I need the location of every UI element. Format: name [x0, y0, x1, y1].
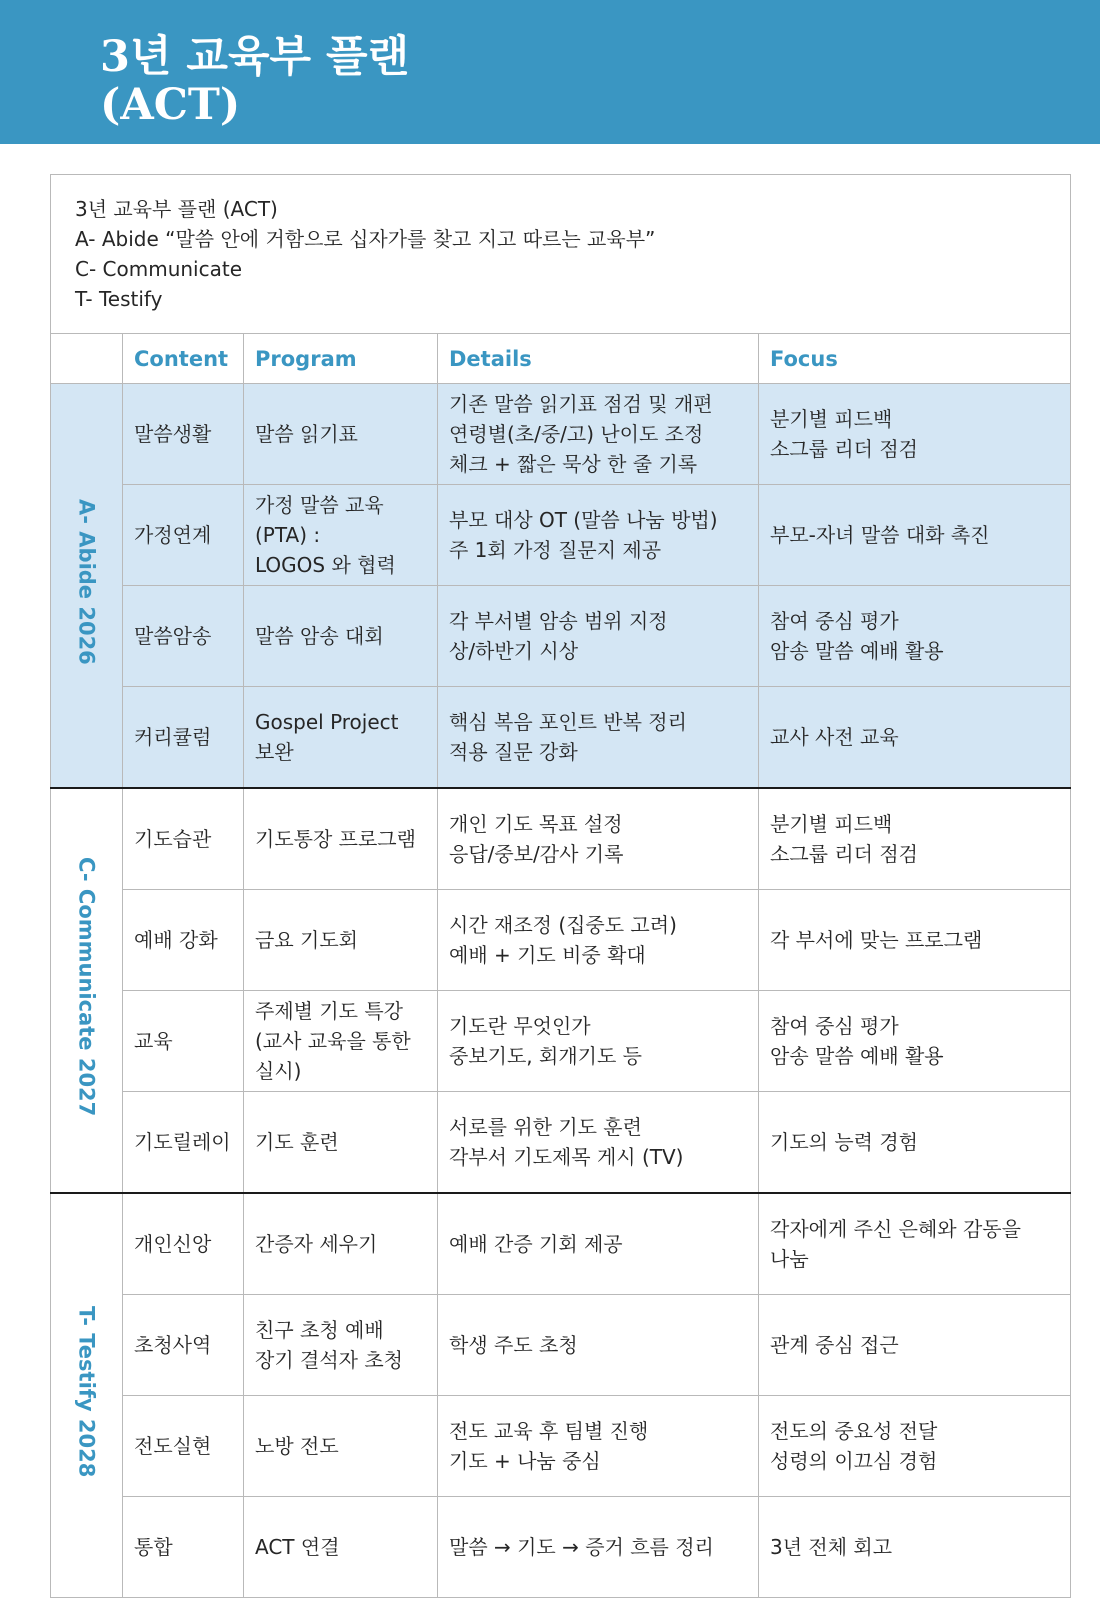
focus-cell — [759, 788, 1071, 890]
focus-cell — [759, 991, 1071, 1092]
focus-line: 기도의 능력 경험 — [770, 1130, 918, 1154]
details-line: 개인 기도 목표 설정 — [449, 812, 623, 836]
details-line: 각부서 기도제목 게시 (TV) — [449, 1145, 684, 1169]
focus-cell — [759, 384, 1071, 485]
intro-title: 3년 교육부 플랜 (ACT) — [75, 197, 278, 221]
details-line: 기도란 무엇인가 — [449, 1014, 591, 1038]
content-cell: 개인신앙 — [123, 1193, 244, 1295]
table-row — [51, 1193, 1071, 1295]
section-label — [51, 1193, 123, 1598]
column-header-row — [51, 334, 1071, 384]
content-cell: 예배 강화 — [123, 890, 244, 991]
intro-cell — [51, 175, 1071, 334]
intro-row — [51, 175, 1071, 334]
program-cell — [244, 890, 438, 991]
column-header-empty — [51, 334, 123, 384]
section-label — [51, 384, 123, 789]
program-line: 기도 훈련 — [255, 1130, 339, 1154]
section-label-text: A- Abide 2026 — [74, 498, 99, 665]
details-cell — [438, 1092, 759, 1194]
details-line: 각 부서별 암송 범위 지정 — [449, 609, 668, 633]
program-line: 말씀 암송 대회 — [255, 624, 384, 648]
focus-line: 소그룹 리더 점검 — [770, 842, 918, 866]
content-cell: 기도릴레이 — [123, 1092, 244, 1194]
details-line: 예배 간증 기회 제공 — [449, 1232, 623, 1256]
program-cell — [244, 1396, 438, 1497]
focus-line: 소그룹 리더 점검 — [770, 437, 918, 461]
details-line: 상/하반기 시상 — [449, 639, 579, 663]
details-line: 서로를 위한 기도 훈련 — [449, 1115, 642, 1139]
focus-line: 각자에게 주신 은혜와 감동을 — [770, 1217, 1021, 1241]
details-line: 시간 재조정 (집중도 고려) — [449, 913, 677, 937]
page-title — [100, 33, 409, 129]
section-label-text: T- Testify 2028 — [74, 1305, 99, 1478]
details-cell — [438, 1193, 759, 1295]
program-cell — [244, 1295, 438, 1396]
focus-cell — [759, 687, 1071, 789]
table-row — [51, 485, 1071, 586]
details-line: 핵심 복음 포인트 반복 정리 — [449, 710, 687, 734]
details-line: 체크 + 짧은 묵상 한 줄 기록 — [449, 452, 698, 476]
focus-line: 분기별 피드백 — [770, 812, 893, 836]
focus-line: 3년 전체 회고 — [770, 1535, 893, 1559]
program-cell — [244, 1497, 438, 1598]
details-cell — [438, 586, 759, 687]
content-cell: 교육 — [123, 991, 244, 1092]
section-label-text: C- Communicate 2027 — [74, 856, 99, 1117]
focus-cell — [759, 1497, 1071, 1598]
program-line: (교사 교육을 통한 — [255, 1029, 411, 1053]
details-line: 말씀 → 기도 → 증거 흐름 정리 — [449, 1535, 714, 1559]
focus-line: 부모-자녀 말씀 대화 촉진 — [770, 523, 990, 547]
focus-line: 전도의 중요성 전달 — [770, 1419, 938, 1443]
program-line: (PTA) : — [255, 523, 321, 547]
focus-line: 성령의 이끄심 경험 — [770, 1449, 938, 1473]
focus-line: 관계 중심 접근 — [770, 1333, 899, 1357]
program-cell — [244, 1092, 438, 1194]
content-cell: 초청사역 — [123, 1295, 244, 1396]
focus-line: 암송 말씀 예배 활용 — [770, 1044, 944, 1068]
program-line: 금요 기도회 — [255, 928, 358, 952]
details-line: 적용 질문 강화 — [449, 740, 578, 764]
program-cell — [244, 384, 438, 485]
focus-cell — [759, 1193, 1071, 1295]
focus-line: 암송 말씀 예배 활용 — [770, 639, 944, 663]
details-line: 중보기도, 회개기도 등 — [449, 1044, 642, 1068]
program-line: 간증자 세우기 — [255, 1232, 378, 1256]
column-header-program: Program — [244, 334, 438, 384]
page-title-line: (ACT) — [100, 80, 241, 130]
focus-line: 각 부서에 맞는 프로그램 — [770, 928, 983, 952]
program-line: 보완 — [255, 740, 294, 764]
program-line: 주제별 기도 특강 — [255, 999, 403, 1023]
focus-cell — [759, 1295, 1071, 1396]
table-row — [51, 1295, 1071, 1396]
details-line: 부모 대상 OT (말씀 나눔 방법) — [449, 508, 718, 532]
table-row — [51, 384, 1071, 485]
act-plan-table — [50, 174, 1071, 1598]
table-row — [51, 991, 1071, 1092]
content-cell: 통합 — [123, 1497, 244, 1598]
focus-line: 참여 중심 평가 — [770, 1014, 899, 1038]
program-cell — [244, 991, 438, 1092]
details-line: 학생 주도 초청 — [449, 1333, 578, 1357]
program-line: LOGOS 와 협력 — [255, 553, 396, 577]
focus-cell — [759, 890, 1071, 991]
page-title-line: 3년 교육부 플랜 — [100, 32, 410, 82]
details-line: 연령별(초/중/고) 난이도 조정 — [449, 422, 704, 446]
details-line: 주 1회 가정 질문지 제공 — [449, 538, 662, 562]
content-cell: 전도실현 — [123, 1396, 244, 1497]
program-line: Gospel Project — [255, 710, 399, 734]
program-cell — [244, 586, 438, 687]
header-banner — [0, 0, 1100, 144]
program-line: ACT 연결 — [255, 1535, 340, 1559]
table-row — [51, 1497, 1071, 1598]
content-cell: 가정연계 — [123, 485, 244, 586]
program-cell — [244, 788, 438, 890]
content-cell: 말씀생활 — [123, 384, 244, 485]
details-cell — [438, 991, 759, 1092]
program-line: 친구 초청 예배 — [255, 1318, 384, 1342]
table-row — [51, 586, 1071, 687]
program-cell — [244, 485, 438, 586]
table-row — [51, 687, 1071, 789]
focus-cell — [759, 1396, 1071, 1497]
details-cell — [438, 1497, 759, 1598]
details-line: 기도 + 나눔 중심 — [449, 1449, 601, 1473]
details-line: 전도 교육 후 팀별 진행 — [449, 1419, 649, 1443]
program-cell — [244, 1193, 438, 1295]
table-row — [51, 1396, 1071, 1497]
intro-testify: T- Testify — [75, 287, 163, 311]
program-line: 가정 말씀 교육 — [255, 493, 384, 517]
column-header-content: Content — [123, 334, 244, 384]
intro-abide: A- Abide “말씀 안에 거함으로 십자가를 찾고 지고 따르는 교육부” — [75, 227, 656, 251]
table-row — [51, 890, 1071, 991]
details-cell — [438, 687, 759, 789]
details-cell — [438, 1396, 759, 1497]
content-cell: 커리큘럼 — [123, 687, 244, 789]
details-cell — [438, 384, 759, 485]
program-line: 말씀 읽기표 — [255, 422, 358, 446]
focus-line: 나눔 — [770, 1247, 809, 1271]
program-line: 장기 결석자 초청 — [255, 1348, 403, 1372]
content-cell: 말씀암송 — [123, 586, 244, 687]
details-cell — [438, 485, 759, 586]
program-cell — [244, 687, 438, 789]
program-line: 실시) — [255, 1059, 302, 1083]
focus-line: 분기별 피드백 — [770, 407, 893, 431]
content-cell: 기도습관 — [123, 788, 244, 890]
focus-cell — [759, 1092, 1071, 1194]
details-cell — [438, 788, 759, 890]
program-line: 노방 전도 — [255, 1434, 339, 1458]
details-line: 응답/중보/감사 기록 — [449, 842, 624, 866]
details-cell — [438, 1295, 759, 1396]
column-header-details: Details — [438, 334, 759, 384]
details-line: 예배 + 기도 비중 확대 — [449, 943, 646, 967]
program-line: 기도통장 프로그램 — [255, 827, 416, 851]
column-header-focus: Focus — [759, 334, 1071, 384]
focus-cell — [759, 586, 1071, 687]
focus-cell — [759, 485, 1071, 586]
details-cell — [438, 890, 759, 991]
details-line: 기존 말씀 읽기표 점검 및 개편 — [449, 392, 713, 416]
table-row — [51, 1092, 1071, 1194]
section-label — [51, 788, 123, 1193]
intro-communicate: C- Communicate — [75, 257, 243, 281]
focus-line: 교사 사전 교육 — [770, 725, 899, 749]
focus-line: 참여 중심 평가 — [770, 609, 899, 633]
table-row — [51, 788, 1071, 890]
